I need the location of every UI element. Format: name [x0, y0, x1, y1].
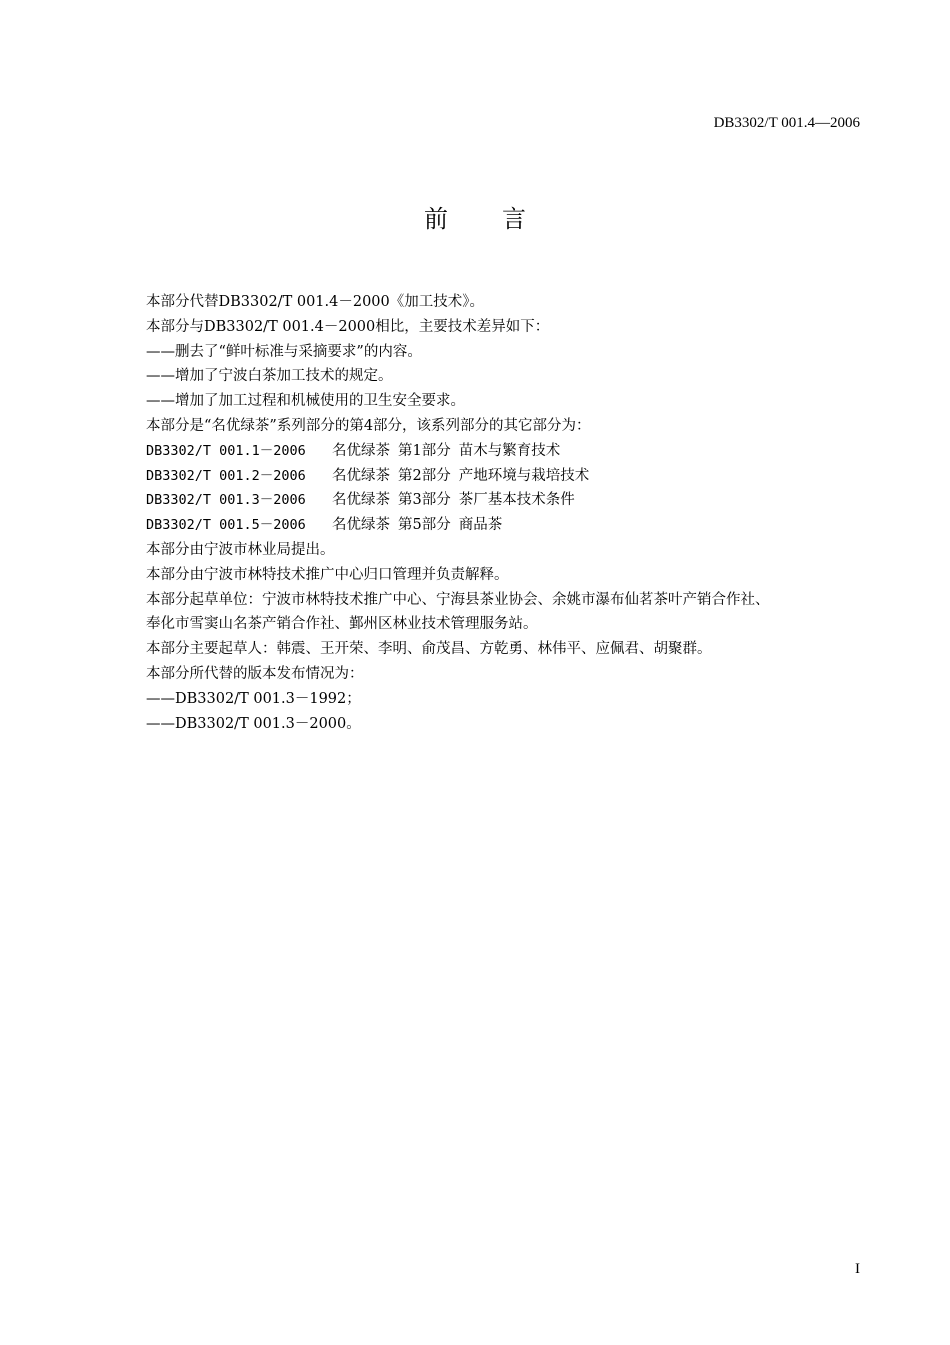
series-part-row — [146, 488, 866, 513]
series-part-name: 名优绿茶 — [332, 467, 390, 484]
page-title: 前言 — [424, 205, 580, 233]
body-line: ——增加了加工过程和机械使用的卫生安全要求。 — [146, 393, 465, 410]
series-part-number: 第5部分 — [398, 517, 451, 534]
body-line: 本部分代替DB3302/T 001.4－2000《加工技术》。 — [146, 294, 485, 310]
body-line: 奉化市雪窦山名茶产销合作社、鄞州区林业技术管理服务站。 — [146, 616, 538, 633]
series-part-name: 名优绿茶 — [332, 517, 390, 534]
series-part-code: DB3302/T 001.3－2006 — [146, 492, 306, 509]
body-line: 本部分起草单位：宁波市林特技术推广中心、宁海县茶业协会、余姚市瀑布仙茗茶叶产销合作社、 — [146, 591, 770, 608]
series-part-name: 名优绿茶 — [332, 492, 390, 509]
page-number: I — [855, 1261, 860, 1277]
series-part-code: DB3302/T 001.1－2006 — [146, 442, 306, 459]
series-part-title: 苗木与繁育技术 — [458, 442, 561, 459]
series-part-number: 第1部分 — [398, 442, 451, 459]
series-part-code: DB3302/T 001.2－2006 — [146, 467, 306, 484]
series-part-name: 名优绿茶 — [332, 442, 390, 459]
series-part-code: DB3302/T 001.5－2006 — [146, 517, 306, 534]
series-part-title: 商品茶 — [458, 517, 503, 534]
body-line: ——DB3302/T 001.3－1992； — [146, 690, 361, 707]
body-line: 本部分由宁波市林特技术推广中心归口管理并负责解释。 — [146, 566, 509, 583]
body-line: ——DB3302/T 001.3－2000。 — [146, 715, 361, 732]
series-part-row — [146, 439, 866, 464]
body-line: 本部分与DB3302/T 001.4－2000相比，主要技术差异如下： — [146, 318, 550, 335]
body-line: ——删去了“鲜叶标准与采摘要求”的内容。 — [146, 343, 422, 360]
body-line: 本部分主要起草人：韩震、王开荣、李明、俞茂昌、方乾勇、林伟平、应佩君、胡聚群。 — [146, 641, 712, 658]
body-line: 本部分由宁波市林业局提出。 — [146, 541, 335, 558]
series-part-row — [146, 513, 866, 538]
series-part-title: 茶厂基本技术条件 — [458, 492, 575, 509]
series-part-title: 产地环境与栽培技术 — [458, 467, 590, 484]
standard-code: DB3302/T 001.4—2006 — [713, 115, 860, 131]
series-part-row — [146, 464, 866, 489]
foreword-body — [146, 290, 866, 736]
body-line: 本部分是“名优绿茶”系列部分的第4部分，该系列部分的其它部分为： — [146, 417, 591, 434]
series-part-number: 第3部分 — [398, 492, 451, 509]
body-line: 本部分所代替的版本发布情况为： — [146, 665, 364, 682]
body-line: ——增加了宁波白茶加工技术的规定。 — [146, 368, 393, 385]
series-part-number: 第2部分 — [398, 467, 451, 484]
